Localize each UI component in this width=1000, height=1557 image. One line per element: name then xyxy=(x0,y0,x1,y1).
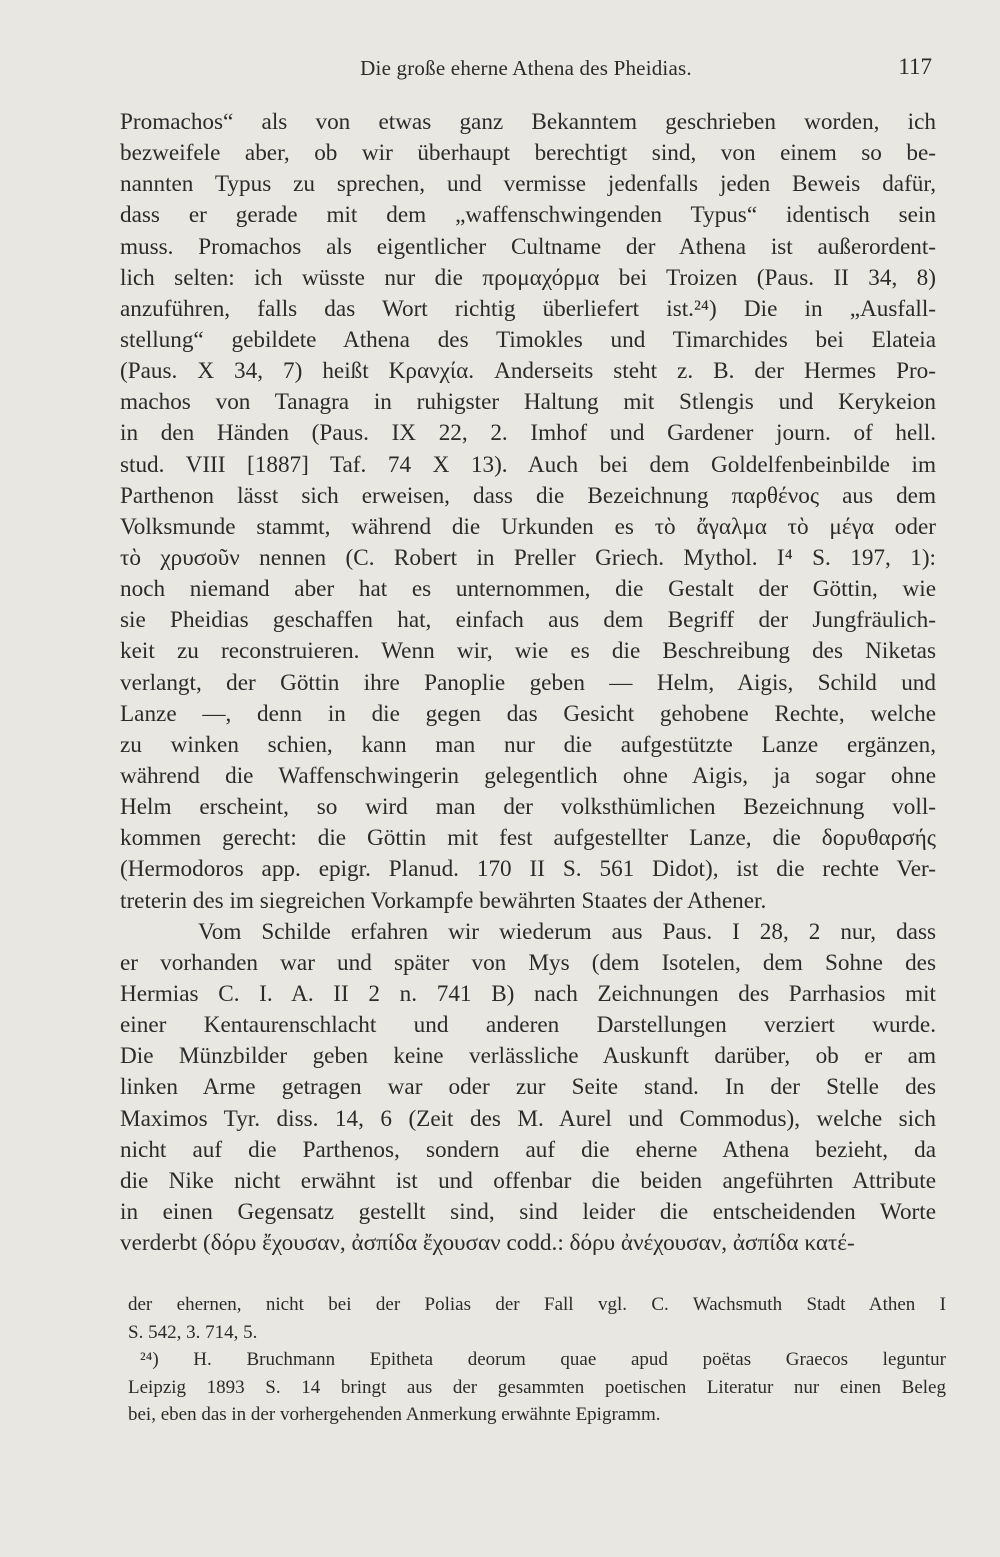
footnotes xyxy=(128,1291,946,1429)
text-line: anzuführen, falls das Wort richtig überliefert ist.²⁴) Die in „Ausfall- xyxy=(120,295,936,322)
text-line: Helm erscheint, so wird man der volksthümlichen Bezeichnung voll- xyxy=(120,794,936,821)
text-line: linken Arme getragen war oder zur Seite stand. In der Stelle des xyxy=(120,1074,936,1101)
text-line: Parthenon lässt sich erweisen, dass die Bezeichnung παρθένος aus dem xyxy=(120,482,936,509)
footnote-line: ²⁴) H. Bruchmann Epitheta deorum quae apud poëtas Graecos leguntur xyxy=(140,1349,946,1370)
footnote-line: Leipzig 1893 S. 14 bringt aus der gesammten poetischen Literatur nur einen Beleg xyxy=(128,1376,946,1398)
text-line: stellung“ gebildete Athena des Timokles und Timarchides bei Elateia xyxy=(120,326,936,353)
footnote-line: S. 542, 3. 714, 5. xyxy=(128,1321,258,1343)
text-line: muss. Promachos als eigentlicher Cultname der Athena ist außerordent- xyxy=(120,233,936,260)
text-line: Vom Schilde erfahren wir wiederum aus Paus. I 28, 2 nur, dass xyxy=(198,918,936,945)
text-line: Hermias C. I. A. II 2 n. 741 B) nach Zeichnungen des Parrhasios mit xyxy=(120,980,936,1007)
text-line: die Nike nicht erwähnt ist und offenbar die beiden angeführten Attribute xyxy=(120,1167,936,1194)
text-line: nicht auf die Parthenos, sondern auf die eherne Athena bezieht, da xyxy=(120,1136,936,1163)
text-line: τὸ χρυσοῦν nennen (C. Robert in Preller Griech. Mythol. I⁴ S. 197, 1): xyxy=(120,544,936,571)
footnote-line: bei, eben das in der vorhergehenden Anmerkung erwähnte Epigramm. xyxy=(128,1404,661,1425)
text-line: kommen gerecht: die Göttin mit fest aufgestellter Lanze, die δορυθαρσής xyxy=(120,825,936,852)
text-line: Promachos“ als von etwas ganz Bekanntem geschrieben worden, ich xyxy=(120,109,936,135)
text-line: (Hermodoros app. epigr. Planud. 170 II S. 561 Didot), ist die rechte Ver- xyxy=(120,856,936,883)
text-line: in den Händen (Paus. IX 22, 2. Imhof und Gardener journ. of hell. xyxy=(120,420,936,447)
body-text xyxy=(120,107,936,1259)
page-header xyxy=(120,56,932,90)
text-line: machos von Tanagra in ruhigster Haltung mit Stlengis und Kerykeion xyxy=(120,389,936,416)
running-title: Die große eherne Athena des Pheidias. xyxy=(360,56,692,80)
text-line: (Paus. X 34, 7) heißt Κρανχία. Anderseits steht z. B. der Hermes Pro- xyxy=(120,358,936,385)
text-line: Die Münzbilder geben keine verlässliche Auskunft darüber, ob er am xyxy=(120,1043,936,1070)
page-number: 117 xyxy=(898,54,932,79)
text-line: einer Kentaurenschlacht und anderen Darstellungen verziert wurde. xyxy=(120,1012,936,1039)
text-line: stud. VIII [1887] Taf. 74 X 13). Auch bei dem Goldelfenbeinbilde im xyxy=(120,451,936,478)
text-line: dass er gerade mit dem „waffenschwingenden Typus“ identisch sein xyxy=(120,202,936,229)
text-line: Maximos Tyr. diss. 14, 6 (Zeit des M. Aurel und Commodus), welche sich xyxy=(120,1105,936,1132)
text-line: bezweifele aber, ob wir überhaupt berechtigt sind, von einem so be- xyxy=(120,140,936,167)
footnote-line: der ehernen, nicht bei der Polias der Fall vgl. C. Wachsmuth Stadt Athen I xyxy=(128,1294,946,1315)
text-line: während die Waffenschwingerin gelegentlich ohne Aigis, ja sogar ohne xyxy=(120,762,936,789)
text-line: verderbt (δόρυ ἔχουσαν, ἀσπίδα ἔχουσαν codd.: δόρυ ἀνέχουσαν, ἀσπίδα κατέ- xyxy=(120,1230,855,1257)
text-line: Volksmunde stammt, während die Urkunden es τὸ ἄγαλμα τὸ μέγα oder xyxy=(120,513,936,540)
text-line: in einen Gegensatz gestellt sind, sind leider die entscheidenden Worte xyxy=(120,1198,936,1225)
text-line: Lanze —, denn in die gegen das Gesicht gehobene Rechte, welche xyxy=(120,700,936,727)
text-line: sie Pheidias geschaffen hat, einfach aus dem Begriff der Jungfräulich- xyxy=(120,607,936,634)
text-line: er vorhanden war und später von Mys (dem Isotelen, dem Sohne des xyxy=(120,949,936,976)
text-line: verlangt, der Göttin ihre Panoplie geben — Helm, Aigis, Schild und xyxy=(120,669,936,696)
text-line: lich selten: ich wüsste nur die προμαχόρμα bei Troizen (Paus. II 34, 8) xyxy=(120,264,936,291)
text-line: noch niemand aber hat es unternommen, die Gestalt der Göttin, wie xyxy=(120,576,936,603)
text-line: zu winken schien, kann man nur die aufgestützte Lanze ergänzen, xyxy=(120,731,936,758)
text-line: nannten Typus zu sprechen, und vermisse jedenfalls jeden Beweis dafür, xyxy=(120,171,936,198)
text-line: keit zu reconstruieren. Wenn wir, wie es die Beschreibung des Niketas xyxy=(120,638,936,665)
text-line: treterin des im siegreichen Vorkampfe bewährten Staates der Athener. xyxy=(120,887,767,914)
